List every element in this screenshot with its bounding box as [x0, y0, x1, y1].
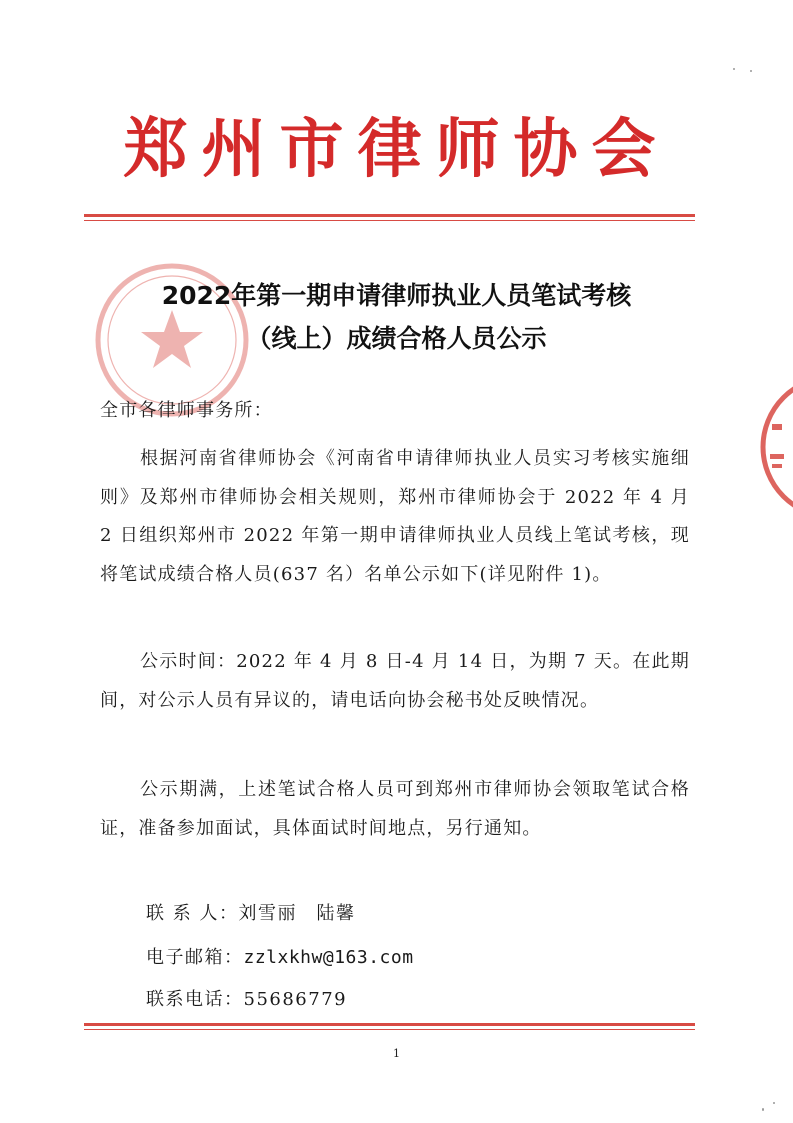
contact-person-label: 联 系 人： — [146, 903, 239, 924]
paragraph-followup: 公示期满，上述笔试合格人员可到郑州市律师协会领取笔试合格证，准备参加面试，具体面试时间地点，另行通知。 — [100, 779, 690, 839]
salutation: 全市各律师事务所： — [100, 400, 273, 421]
contact-phone-label: 联系电话： — [146, 989, 244, 1010]
contact-email — [146, 943, 414, 973]
scan-speck — [750, 70, 752, 72]
paragraph-period: 公示时间：2022 年 4 月 8 日-4 月 14 日，为期 7 天。在此期间，对公示人员有异议的，请电话向协会秘书处反映情况。 — [100, 651, 690, 711]
footer-divider — [84, 1023, 695, 1030]
scan-speck — [762, 1108, 764, 1111]
contact-person — [146, 899, 355, 929]
contact-person-value: 刘雪丽 陆馨 — [238, 903, 356, 924]
contact-email-value: zzlxkhw@163.com — [243, 947, 414, 968]
document-title-line-2: （线上）成绩合格人员公示 — [246, 324, 547, 353]
paragraph-rules: 根据河南省律师协会《河南省申请律师执业人员实习考核实施细则》及郑州市律师协会相关规则，郑州市律师协会于 2022 年 4 月 2 日组织郑州市 2022 年第一期申请律师执业人员线上笔试考核，现将笔试成绩合格人员(637 名）名单公示如下(详见附件 1)。 — [100, 448, 690, 585]
scan-speck — [733, 68, 735, 70]
contact-phone-value: 55686779 — [243, 989, 348, 1010]
letterhead-title: 郑州市律师协会 — [123, 113, 670, 187]
page-number: 1 — [393, 1047, 400, 1060]
contact-email-label: 电子邮箱： — [146, 947, 244, 968]
letterhead-divider — [84, 214, 695, 221]
partial-seal-icon — [758, 372, 793, 522]
document-title-line-1: 2022年第一期申请律师执业人员笔试考核 — [161, 281, 632, 310]
scan-speck — [773, 1102, 775, 1104]
contact-phone — [146, 985, 347, 1015]
